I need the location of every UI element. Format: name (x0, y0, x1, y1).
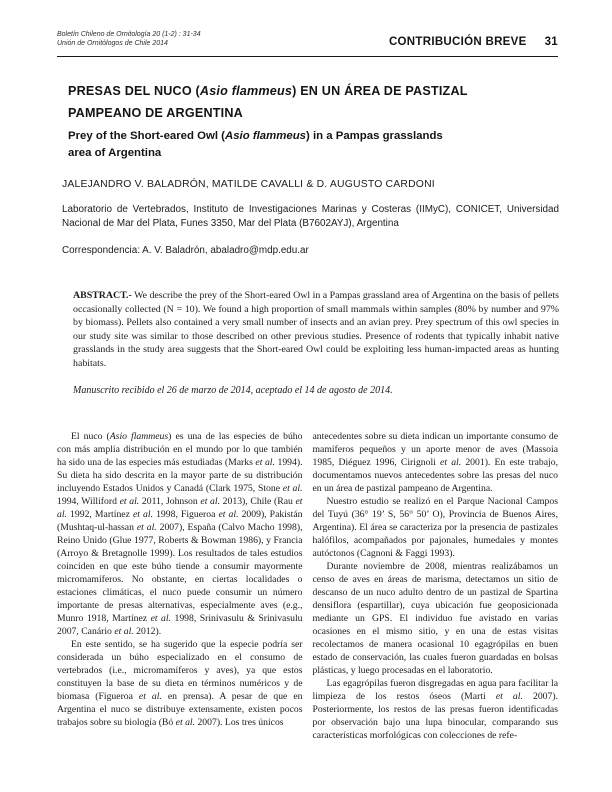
text-run: 1998, Srinivasulu & Srinivasulu 2007, Canário (57, 613, 303, 637)
italic-text: et al. (175, 717, 196, 728)
page-number: 31 (544, 36, 558, 48)
text-run: 1998, Figueroa (153, 509, 219, 520)
text-run: El nuco ( (71, 431, 110, 442)
body-columns (57, 430, 558, 742)
text-run: 2001). En este trabajo, documentamos nuevos antecedentes sobre las presas del nuco en un área de pastizal pampeano de Argentina. (312, 457, 558, 494)
body-paragraph (313, 495, 559, 560)
text-run: en prensa). A pesar de que en Argentina el nuco se distribuye extensamente, existen pocos trabajos sobre su biología (Bó (57, 691, 303, 728)
text-run: PRESAS DEL NUCO ( (68, 84, 200, 98)
text-run: 2013), Chile (Rau (220, 496, 296, 507)
italic-text: Asio flammeus (199, 84, 293, 98)
text-run: Durante noviembre de 2008, mientras realizábamos un censo de aves en áreas de marisma, detectamos un sitio de descanso de un nuco adulto dentro de un pastizal de Spartina densiflora (espartillar), cuya ubicación fue geoposicionada mediante un GPS. El individuo fue avistado en varias ocasiones en el mismo sitio, y en una de estas visitas recolectamos de manera ocasional 10 egagrópilas en buen estado de conservación, las cuales fueron guardadas en bolsas plásticas, y luego procesadas en el laboratorio. (312, 561, 558, 676)
authors-line: JALEJANDRO V. BALADRÓN, MATILDE CAVALLI & D. AUGUSTO CARDONI (62, 179, 435, 190)
text-run: 2007). Posteriormente, los restos de las presas fueron identificadas por observación bajo una lupa binocular, comparando sus características morfológicas con colecciones de refe- (312, 691, 559, 741)
text-run: ) EN UN ÁREA DE PASTIZAL (292, 84, 468, 98)
body-paragraph (57, 638, 303, 729)
text-run: 1994, Williford (57, 496, 120, 507)
text-run: 2012). (133, 626, 162, 637)
abstract (73, 289, 559, 371)
bold-text: ABSTRACT.- (73, 290, 132, 301)
article-title-en (68, 128, 548, 162)
text-run: antecedentes sobre su dieta indican un importante consumo de mamíferos pequeños y un aporte menor de aves (Massoia 1985, Diéguez 1996, Cirignoli (312, 431, 558, 468)
text-run: 1994). Su dieta ha sido descrita en la mayor parte de su distribución incluyendo Estados Unidos y Canadá (Clark 1975, Stone (57, 457, 303, 494)
italic-text: et al. (440, 457, 462, 468)
text-run: ) es una de las especies de búho con más amplia distribución en el mundo por lo que también ha sido una de las especies más estudiadas (Marks (57, 431, 303, 468)
text-run: PAMPEANO DE ARGENTINA (68, 105, 243, 120)
italic-text: et al. (119, 496, 140, 507)
text-run: Prey of the Short-eared Owl ( (68, 130, 225, 142)
italic-text: et al. (132, 509, 153, 520)
text-run: 2011, Johnson (139, 496, 201, 507)
body-paragraph (313, 677, 559, 742)
manuscript-dates: Manuscrito recibido el 26 de marzo de 2014, aceptado el 14 de agosto de 2014. (73, 385, 393, 396)
text-run: 2007), España (Calvo Macho 1998), Reino Unido (Glue 1977, Roberts & Bowman 1986), y Francia (Arroyo & Bretagnolle 1999). Los resultados de tales estudios coinciden en que este búho tiende a consumir mayormente micromamíferos. No obstante, en ciertas localidades o estaciones climáticas, el nuco puede consumir un número importante de presas alternativas, especialmente aves (e.g., Munro 1918, Martínez (57, 522, 303, 624)
italic-text: Asio flammeus (224, 130, 306, 142)
italic-text: et al. (255, 457, 275, 468)
italic-text: et al. (495, 691, 523, 702)
affiliation: Laboratorio de Vertebrados, Instituto de Investigaciones Marinas y Costeras (IIMyC), CONICET, Universidad Nacional de Mar del Plata, Funes 3350, Mar del Plata (B7602AYJ), Argentina (62, 204, 559, 229)
italic-text: et al. (138, 691, 162, 702)
text-run: Las egagrópilas fueron disgregadas en agua para facilitar la limpieza de los restos óseos (Marti (312, 678, 558, 702)
text-run: 1992, Martínez (66, 509, 133, 520)
left-column (57, 430, 303, 742)
page-header (57, 30, 558, 48)
italic-text: et al. (218, 509, 239, 520)
right-column (313, 430, 559, 742)
text-run: 2009), Pakistán (Mushtaq-ul-hassan (57, 509, 303, 533)
body-paragraph (313, 430, 559, 495)
header-rule (57, 56, 558, 57)
text-run: We describe the prey of the Short-eared Owl in a Pampas grassland area of Argentina on the basis of pellets occasionally collected (N = 10). We found a high proportion of small mammals within samples (80% by number and 97% by biomass). Pellets also contained a very small number of insects and an avian prey. Prey spectrum of this owl species in our study site was similar to those described on other previous studies. Presence of rodents that typically inhabit native grasslands in the study area suggests that the Short-eared Owl could be exploiting less human-impacted areas as hunting habitats. (73, 290, 559, 369)
italic-text: et al. (150, 613, 171, 624)
text-run: Nuestro estudio se realizó en el Parque Nacional Campos del Tuyú (36° 19’ S, 56° 50’ O), Provincia de Buenos Aires, Argentina). El área se caracteriza por la presencia de pastizales halófilos, acompañados por pajonales, humedales y montes autóctonos (Cagnoni & Faggi 1993). (312, 496, 558, 559)
text-run: En este sentido, se ha sugerido que la especie podría ser considerada un búho especializado en el consumo de vertebrados (i.e., micromamíferos y aves), ya que estos constituyen la base de su dieta en términos numéricos y de biomasa (Figueroa (57, 639, 303, 702)
italic-text: et al. (136, 522, 157, 533)
italic-text: et al. (57, 496, 303, 520)
section-label: CONTRIBUCIÓN BREVE (388, 36, 527, 48)
italic-text: et al. (200, 496, 221, 507)
article-title-es (68, 81, 538, 124)
journal-citation-line2: Unión de Ornitólogos de Chile 2014 (57, 40, 168, 47)
body-paragraph (313, 560, 559, 677)
text-run: 2007). Los tres únicos (195, 717, 284, 728)
journal-citation-line1: Boletín Chileno de Ornitología 20 (1-2) : 31-34 (57, 31, 201, 38)
section-head (389, 36, 558, 48)
italic-text: et al. (114, 626, 134, 637)
correspondence-line: Correspondencia: A. V. Baladrón, abaladro@mdp.edu.ar (62, 245, 309, 256)
text-run: area of Argentina (68, 147, 162, 159)
journal-citation (57, 30, 201, 48)
body-paragraph (57, 430, 303, 638)
italic-text: et al. (282, 483, 303, 494)
text-run: ) in a Pampas grasslands (306, 130, 443, 142)
italic-text: Asio flammeus (109, 431, 169, 442)
